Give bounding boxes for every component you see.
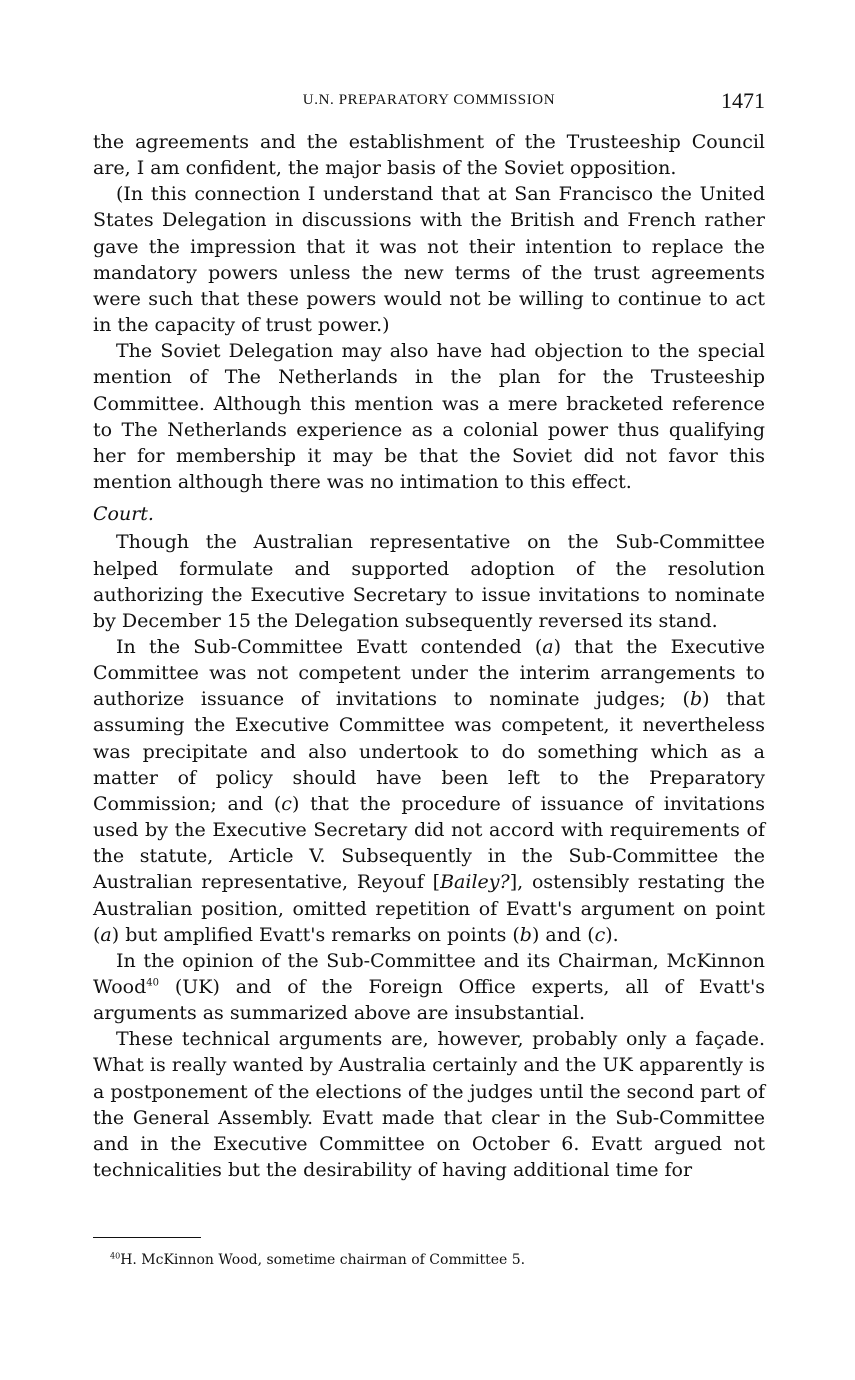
point-label: b [689, 688, 703, 711]
paragraph-continuation: the agreements and the establishment of the Trusteeship Council are, I am confident, the major basis of the Soviet opposition. [93, 131, 765, 180]
text-run: ). [605, 923, 619, 946]
point-label: c [594, 923, 606, 946]
footnote-reference: 40 [146, 977, 160, 989]
text-run: In the opinion of the Sub-Committee and its Chairman, McKinnon Wood [93, 949, 765, 998]
paragraph-australian-representative: Though the Australian representative on the Sub-Committee helped formulate and supported adoption of the resolution authorizing the Executive Secretary to issue invitations to nominate by December 15 the Delegation subsequently reversed its stand. [93, 531, 765, 632]
running-head: U.N. PREPARATORY COMMISSION [302, 92, 556, 108]
footnote-text: H. McKinnon Wood, sometime chairman of Committee 5. [120, 1252, 526, 1268]
paragraph-evatt-contentions [93, 634, 765, 948]
text-run: ) that assuming the Executive Committee was competent, it nevertheless was precipitate and also undertook to do something which as a matter of policy should have been left to the Preparatory Commission; and ( [93, 688, 765, 815]
text-run: ) but amplified Evatt's remarks on points ( [111, 923, 520, 946]
paragraph-san-francisco: (In this connection I understand that at San Francisco the United States Delegation in discussions with the British and French rather gave the impression that it was not their intention to replace the mandatory powers unless the new terms of the trust agreements were such that these powers would not be willing to continue to act in the capacity of trust power.) [93, 183, 765, 337]
footnote-divider [93, 1237, 201, 1238]
paragraph-technical-arguments: These technical arguments are, however, probably only a façade. What is really wanted by Australia certainly and the UK apparently is a postponement of the elections of the judges until the second part of the General Assembly. Evatt made that clear in the Sub-Committee and in the Executive Committee on October 6. Evatt argued not technicalities but the desirability of having additional time for [93, 1028, 765, 1182]
paragraph-netherlands: The Soviet Delegation may also have had objection to the special mention of The Netherlands in the plan for the Trusteeship Committee. Although this mention was a mere bracketed reference to The Netherlands experience as a colonial power thus qualifying her for membership it may be that the Soviet did not favor this mention although there was no intimation to this effect. [93, 340, 765, 494]
page-header [93, 88, 765, 116]
point-label: a [100, 923, 112, 946]
point-label: a [542, 635, 554, 658]
page-number: 1471 [721, 88, 765, 113]
body-text [93, 129, 765, 1183]
text-run: ) that the Executive Committee was not competent under the interim arrangements to authorize issuance of invitations to nominate judges; ( [93, 635, 765, 711]
paragraph-sub-committee-opinion [93, 948, 765, 1026]
text-run: ], ostensibly restating the Australian position, omitted repetition of Evatt's argument on point ( [93, 871, 765, 946]
footnote-marker: 40 [110, 1251, 121, 1261]
editorial-name: Bailey? [440, 871, 510, 894]
section-heading-court: Court. [93, 503, 154, 526]
text-run: ) and ( [531, 923, 595, 946]
point-label: c [281, 792, 292, 815]
text-run: In the Sub-Committee Evatt contended ( [116, 635, 543, 658]
point-label: b [519, 923, 532, 946]
text-run: (UK) and of the Foreign Office experts, all of Evatt's arguments as summarized above are insubstantial. [93, 976, 765, 1025]
text-run: ) that the procedure of issuance of invitations used by the Executive Secretary did not accord with requirements of the statute, Article V. Subsequently in the Sub-Committee the Australian representative, Reyouf [ [93, 792, 765, 894]
footnote [110, 1250, 750, 1270]
